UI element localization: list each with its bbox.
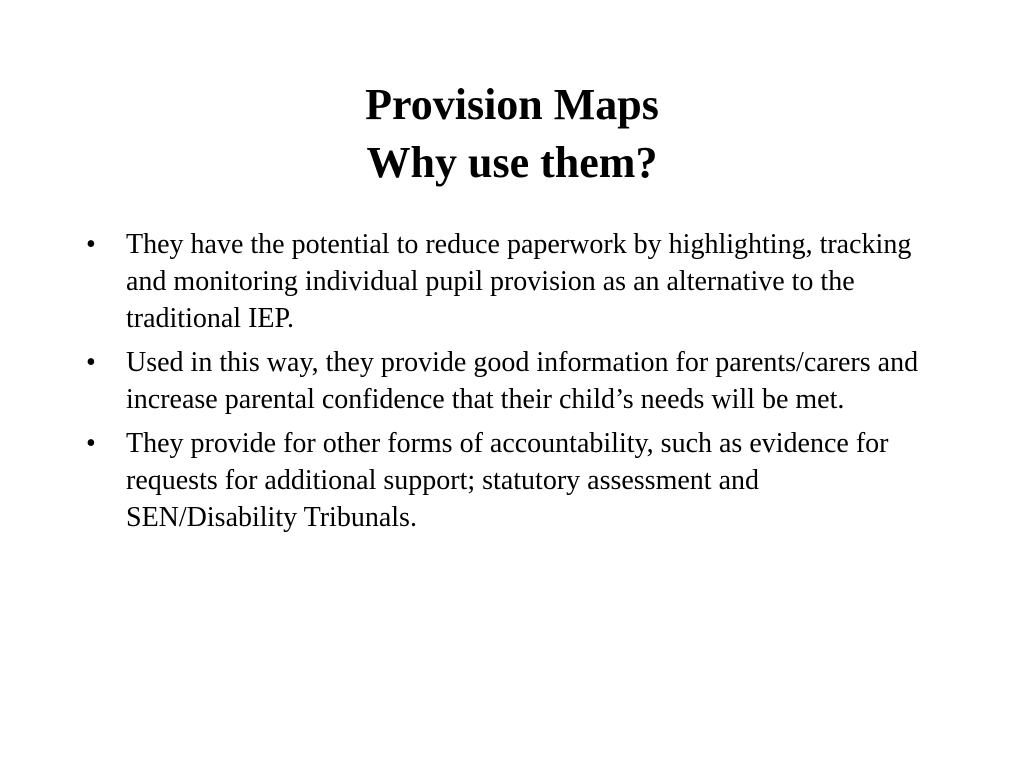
bullet-icon: • (86, 428, 96, 459)
bullet-text: They have the potential to reduce paperwork by highlighting, tracking and monitoring individual pupil provision as an alternative to the traditional IEP. (126, 229, 912, 334)
bullet-icon: • (86, 347, 96, 378)
bullet-list (82, 226, 922, 543)
bullet-item-2 (82, 344, 922, 418)
slide-title (0, 76, 1024, 192)
bullet-item-3 (82, 425, 922, 536)
bullet-text: Used in this way, they provide good information for parents/carers and increase parental confidence that their child’s needs will be met. (126, 347, 919, 415)
bullet-text: They provide for other forms of accountability, such as evidence for requests for additional support; statutory assessment and SEN/Disability Tribunals. (126, 428, 889, 533)
bullet-icon: • (86, 229, 96, 260)
title-line-1: Provision Maps (365, 80, 659, 129)
title-line-2: Why use them? (366, 138, 658, 187)
bullet-item-1 (82, 226, 922, 337)
